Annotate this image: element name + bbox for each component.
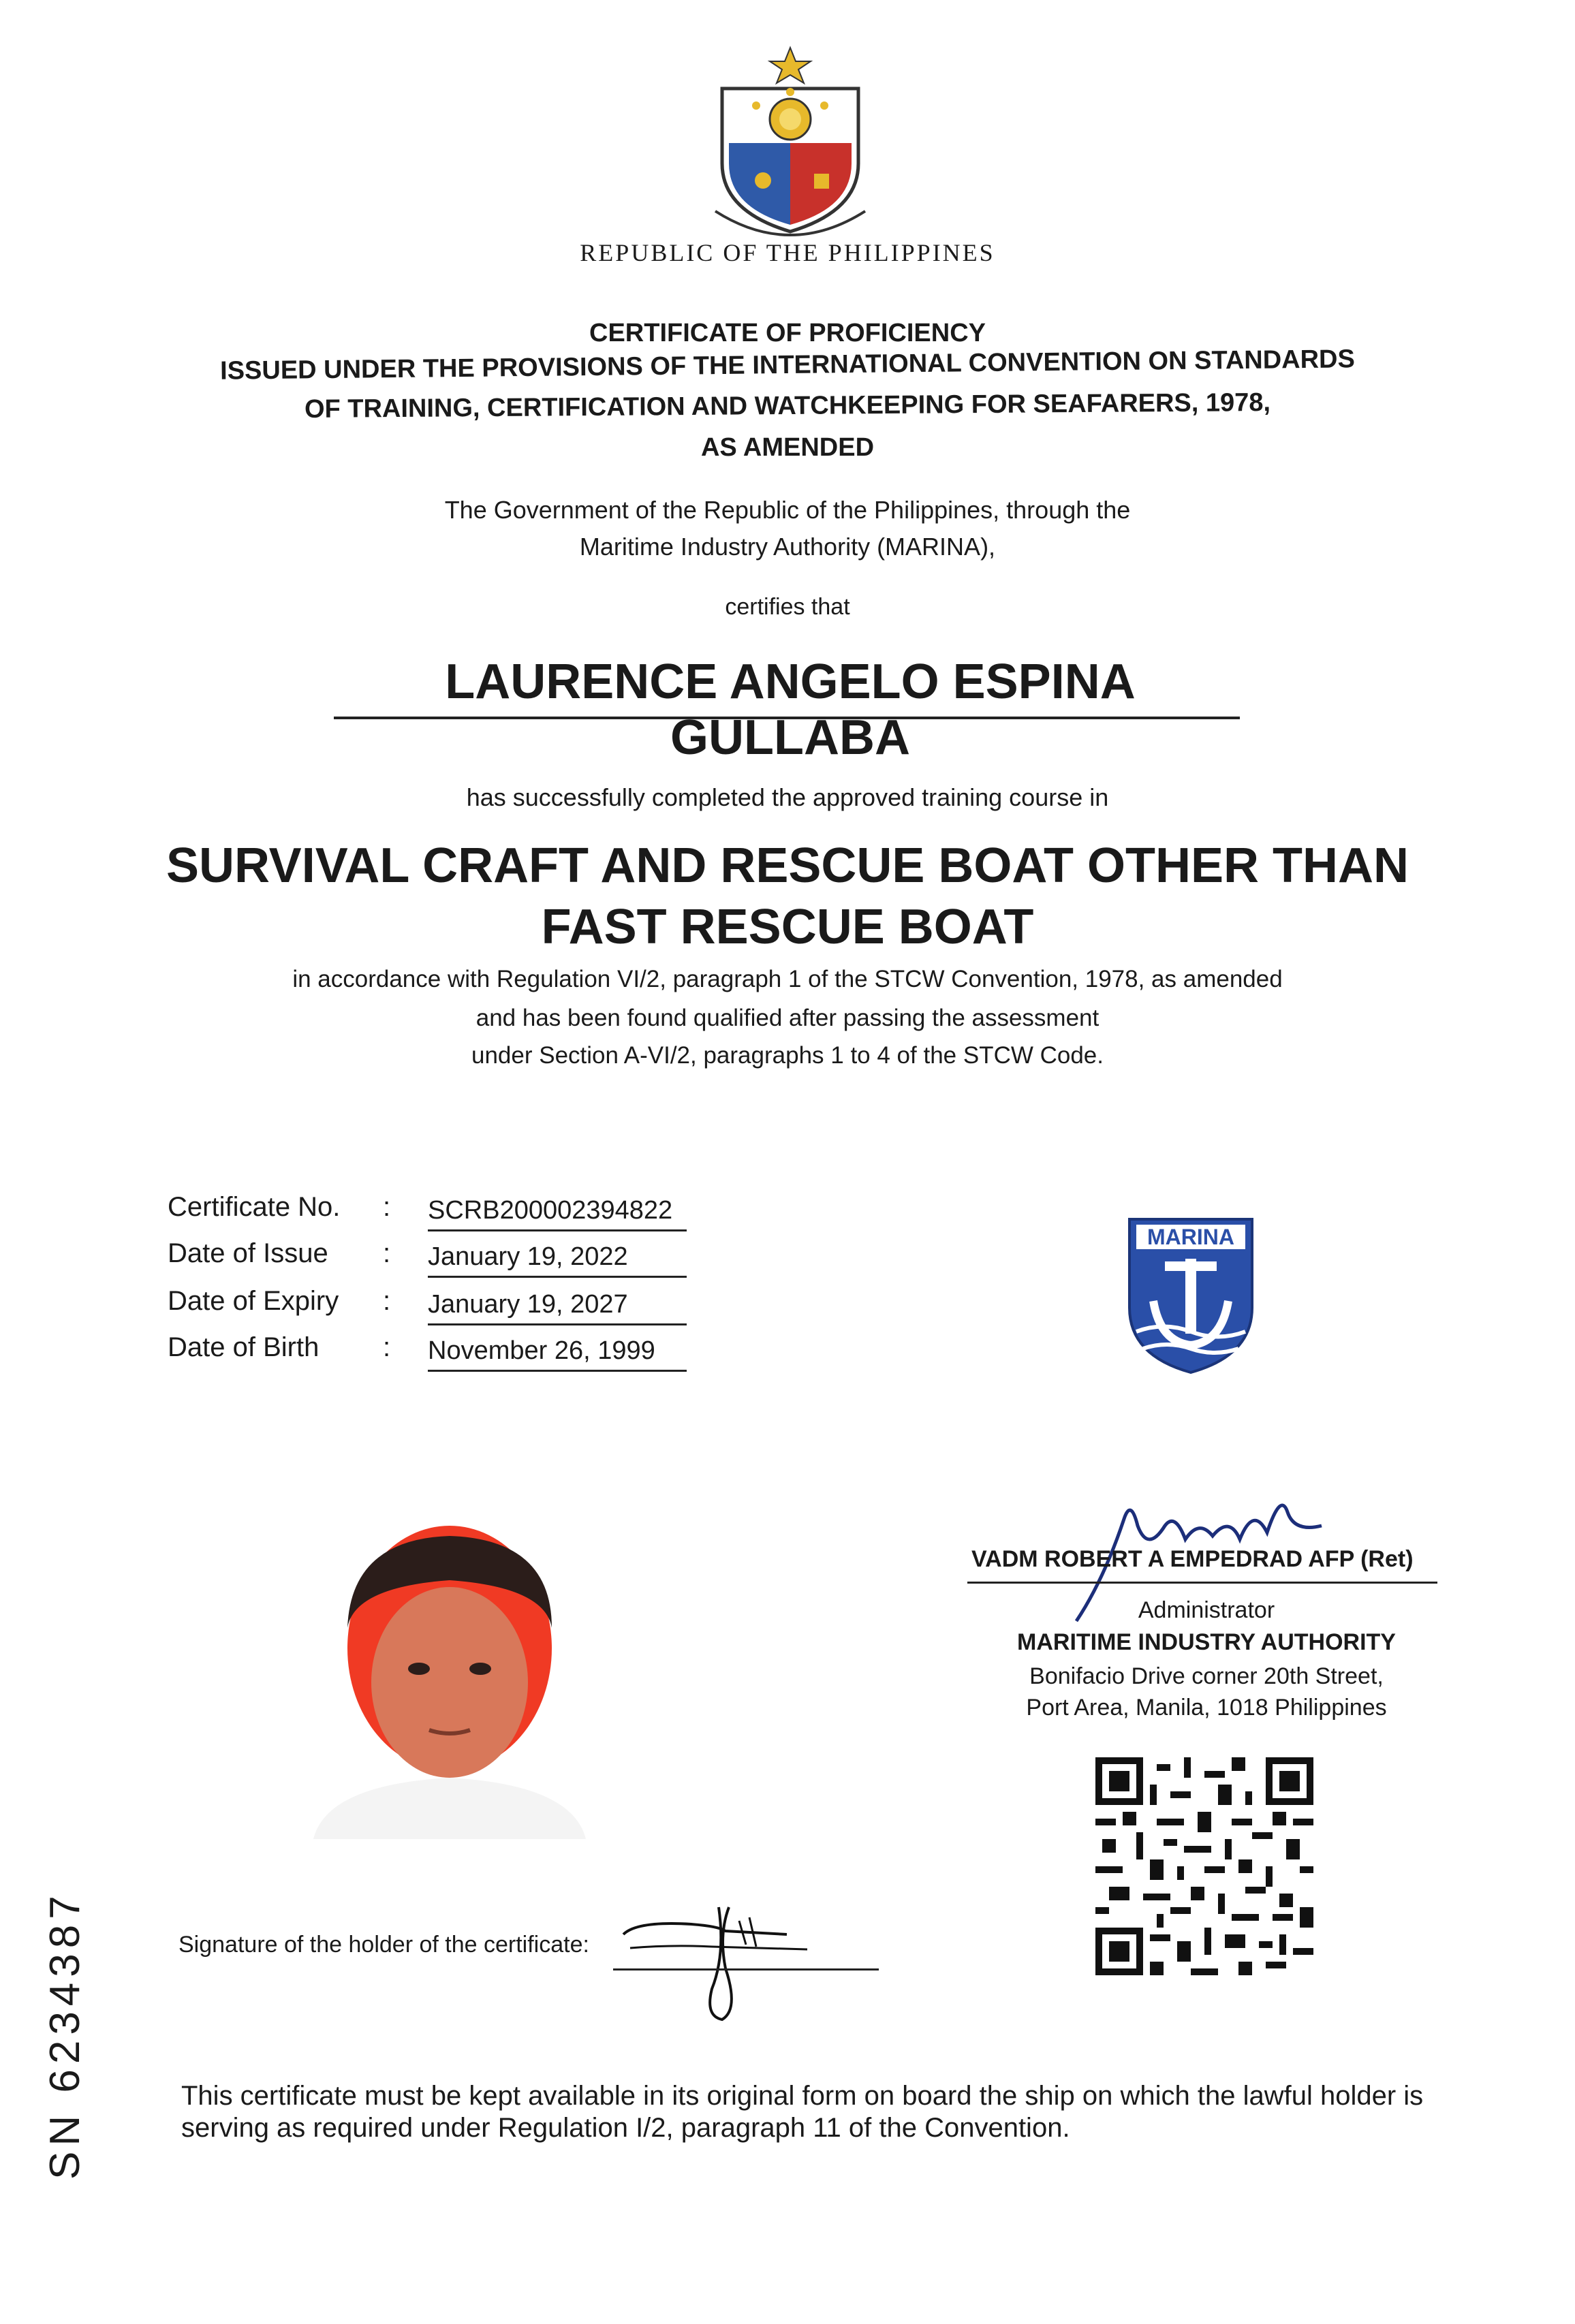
date-of-issue-value: January 19, 2022 — [428, 1242, 687, 1278]
government-statement-line: Maritime Industry Authority (MARINA), — [579, 533, 996, 561]
date-of-expiry-value: January 19, 2027 — [428, 1290, 687, 1325]
holder-signature-label: Signature of the holder of the certificate: — [178, 1932, 589, 1958]
philippine-seal-icon — [702, 41, 879, 245]
administrator-address-line: Bonifacio Drive corner 20th Street, — [1029, 1663, 1384, 1689]
administrator-name: VADM ROBERT A EMPEDRAD AFP (Ret) — [971, 1546, 1414, 1572]
holder-signature — [610, 1894, 869, 2030]
certificate-subtitle-line: OF TRAINING, CERTIFICATION AND WATCHKEEPING FOR SEAFARERS, 1978, — [304, 388, 1271, 424]
name-underline — [334, 717, 1240, 719]
holder-signature-line — [613, 1968, 879, 1970]
government-statement-line: The Government of the Republic of the Philippines, through the — [444, 496, 1131, 524]
republic-heading: REPUBLIC OF THE PHILIPPINES — [580, 239, 995, 266]
course-title-line: FAST RESCUE BOAT — [541, 900, 1034, 954]
regulation-line: in accordance with Regulation VI/2, paragraph 1 of the STCW Convention, 1978, as amended — [292, 966, 1283, 992]
certificate-subtitle-line: AS AMENDED — [700, 433, 875, 462]
course-title-line: SURVIVAL CRAFT AND RESCUE BOAT OTHER THAN — [166, 838, 1409, 893]
field-colon: : — [383, 1286, 391, 1316]
holder-name: LAURENCE ANGELO ESPINA GULLABA — [445, 655, 1136, 765]
serial-number: SN 6234387 — [42, 1890, 89, 2180]
date-of-expiry-label: Date of Expiry — [168, 1286, 339, 1316]
field-colon: : — [383, 1332, 391, 1362]
holder-photo — [286, 1512, 613, 1839]
certificate-subtitle-line: ISSUED UNDER THE PROVISIONS OF THE INTERNATIONAL CONVENTION ON STANDARDS — [219, 345, 1356, 386]
certifies-text: certifies that — [725, 594, 850, 620]
regulation-line: and has been found qualified after passing the assessment — [475, 1005, 1100, 1031]
footer-note-line: serving as required under Regulation I/2, paragraph 11 of the Convention. — [181, 2113, 1070, 2143]
footer-note-line: This certificate must be kept available in its original form on board the ship on which the lawful holder is — [181, 2081, 1424, 2111]
date-of-birth-value: November 26, 1999 — [428, 1336, 687, 1372]
field-colon: : — [383, 1238, 391, 1268]
administrator-organization: MARITIME INDUSTRY AUTHORITY — [1017, 1629, 1396, 1655]
regulation-line: under Section A-VI/2, paragraphs 1 to 4 of the STCW Code. — [471, 1042, 1104, 1069]
certificate-title: CERTIFICATE OF PROFICIENCY — [589, 319, 986, 347]
administrator-title: Administrator — [1138, 1597, 1275, 1623]
qr-code-icon — [1095, 1757, 1313, 1975]
date-of-birth-label: Date of Birth — [168, 1332, 319, 1362]
field-colon: : — [383, 1192, 391, 1222]
certificate-number-value: SCRB200002394822 — [428, 1196, 687, 1231]
date-of-issue-label: Date of Issue — [168, 1238, 328, 1268]
certificate-number-label: Certificate No. — [168, 1192, 341, 1222]
administrator-signature-line — [967, 1582, 1437, 1584]
administrator-address-line: Port Area, Manila, 1018 Philippines — [1026, 1695, 1387, 1721]
marina-logo-text: MARINA — [1147, 1225, 1234, 1249]
marina-anchor-icon — [1123, 1212, 1259, 1376]
completed-text: has successfully completed the approved training course in — [466, 783, 1109, 811]
